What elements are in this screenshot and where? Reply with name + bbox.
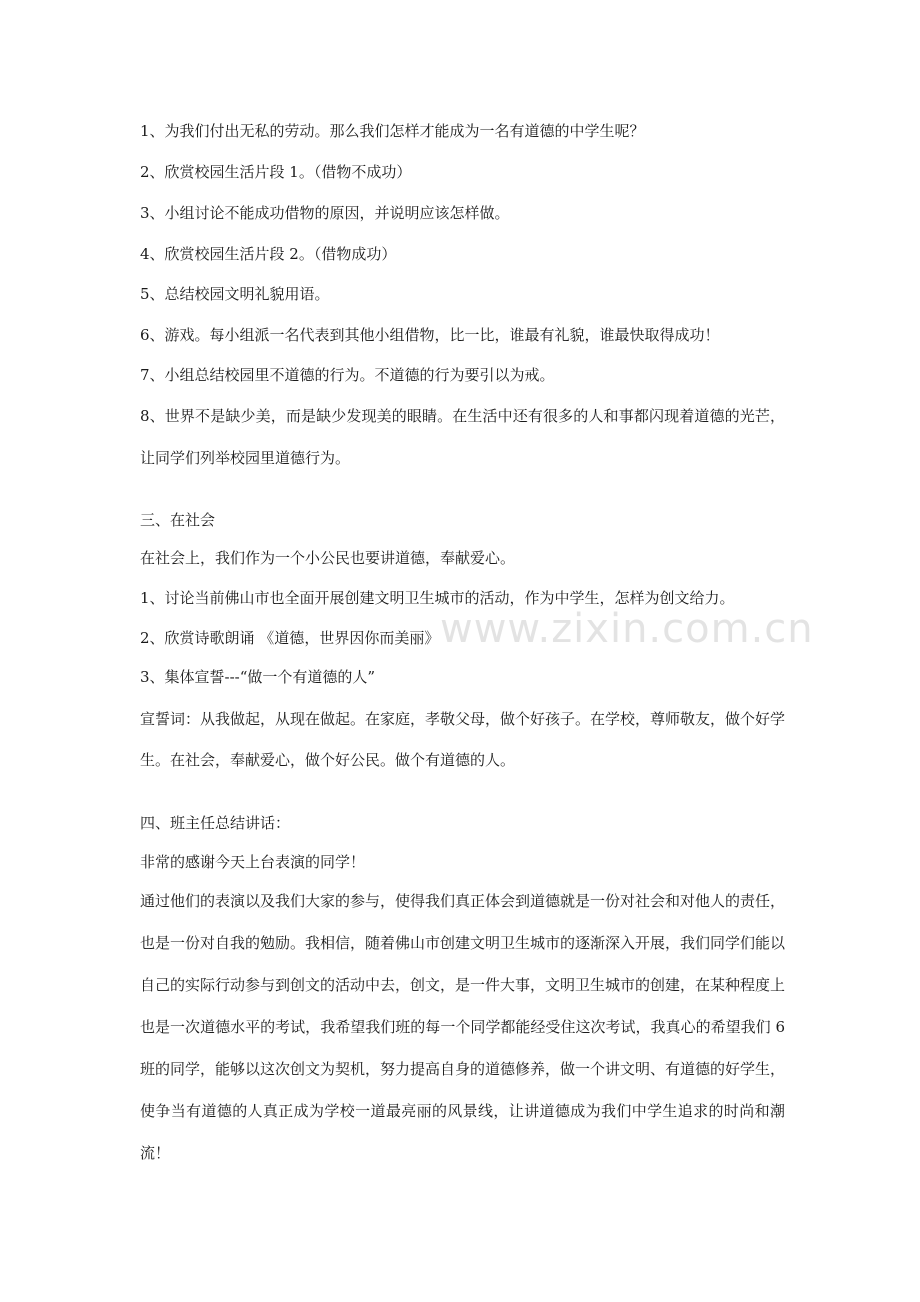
list-item: 1、讨论当前佛山市也全面开展创建文明卫生城市的活动，作为中学生，怎样为创文给力。: [140, 589, 735, 607]
watermark: www.zixin.com.cn: [440, 606, 814, 652]
list-item: 1、为我们付出无私的劳动。那么我们怎样才能成为一名有道德的中学生呢？: [140, 122, 645, 140]
list-item: 7、小组总结校园里不道德的行为。不道德的行为要引以为戒。: [140, 366, 555, 384]
list-item: 5、总结校园文明礼貌用语。: [140, 285, 330, 303]
list-item: 3、小组讨论不能成功借物的原因，并说明应该怎样做。: [140, 204, 510, 222]
paragraph: 通过他们的表演以及我们大家的参与，使得我们真正体会到道德就是一份对社会和对他人的责任，也是一份对自我的勉励。我相信，随着佛山市创建文明卫生城市的逐渐深入开展，我们同学们能以自己的实际行动参与到创文的活动中去，创文，是一件大事，文明卫生城市的创建，在某种程度上也是一次道德水平的考试，我希望我们班的每一个同学都能经受住这次考试，我真心的希望我们 6 班的同学，能够以这次创文为契机，努力提高自身的道德修养，做一个讲文明、有道德的好学生，使争当有道德的人真正成为学校一道最亮丽的风景线，让讲道德成为我们中学生追求的时尚和潮流！: [140, 892, 786, 1162]
section-heading: 四、班主任总结讲话：: [140, 814, 291, 832]
list-item: 3、集体宣誓---“做一个有道德的人”: [140, 668, 376, 686]
list-item: 8、世界不是缺少美，而是缺少发现美的眼睛。在生活中还有很多的人和事都闪现着道德的光芒，让同学们列举校园里道德行为。: [140, 407, 785, 467]
section-heading: 三、在社会: [140, 511, 216, 529]
paragraph: 非常的感谢今天上台表演的同学！: [140, 853, 366, 871]
paragraph: 在社会上，我们作为一个小公民也要讲道德，奉献爱心。: [140, 549, 516, 567]
list-item: 6、游戏。每小组派一名代表到其他小组借物，比一比，谁最有礼貌，谁最快取得成功！: [140, 326, 720, 344]
list-item: 2、欣赏诗歌朗诵 《道德，世界因你而美丽》: [140, 629, 440, 647]
list-item: 4、欣赏校园生活片段 2。（借物成功）: [140, 245, 397, 263]
list-item: 2、欣赏校园生活片段 1。（借物不成功）: [140, 163, 412, 181]
oath-paragraph: 宣誓词：从我做起，从现在做起。在家庭，孝敬父母，做个好孩子。在学校，尊师敬友，做个好学生。在社会，奉献爱心，做个好公民。做个有道德的人。: [140, 710, 786, 769]
